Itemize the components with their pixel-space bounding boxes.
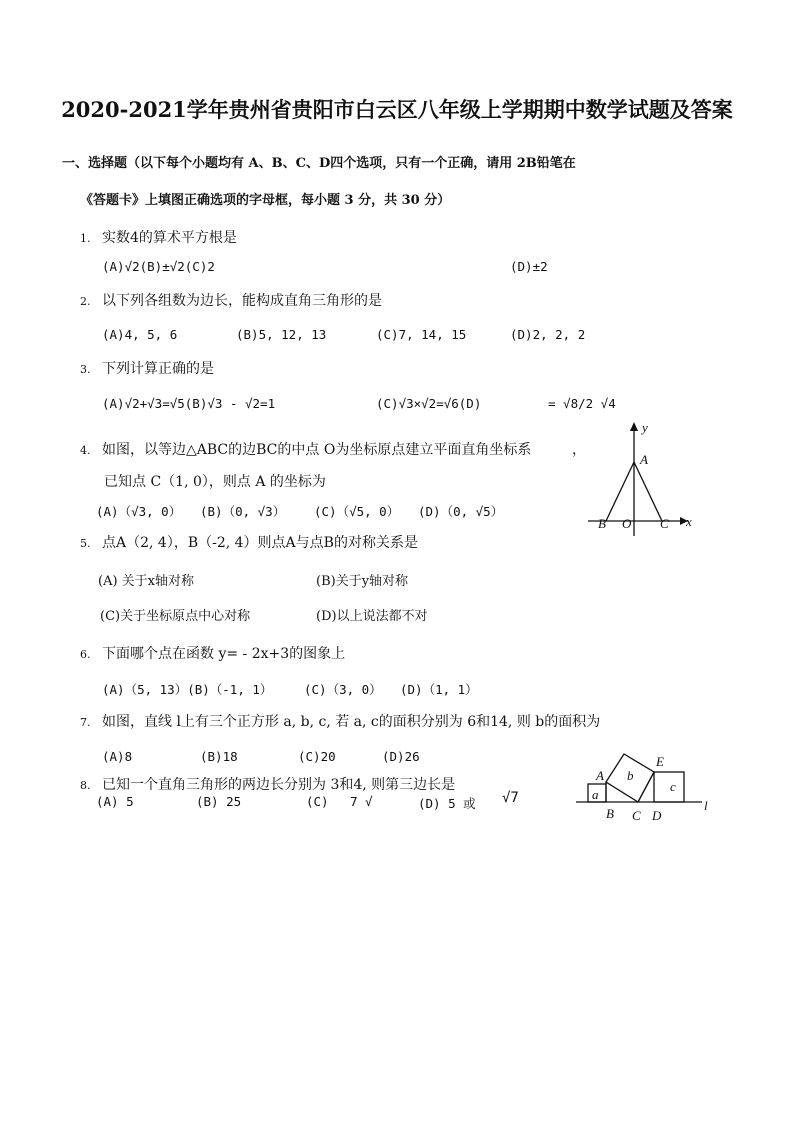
q6-option-c: (C)（3, 0） bbox=[304, 682, 382, 697]
squares-figure bbox=[572, 748, 718, 826]
label-a-square: a bbox=[592, 787, 599, 802]
q5-option-a: (A) 关于x轴对称 bbox=[98, 574, 194, 589]
section-heading-line2: 《答题卡》上填图正确选项的字母框，每小题 3 分，共 30 分） bbox=[80, 193, 451, 208]
q3-option-d-expression: = √8/2 √4 bbox=[548, 396, 616, 411]
q4-trailing-comma: ， bbox=[572, 442, 586, 458]
label-y: y bbox=[642, 420, 648, 435]
q3-option-cd: (C)√3×√2=√6(D) bbox=[376, 396, 482, 411]
question-text: 下面哪个点在函数 y= - 2x+3的图象上 bbox=[102, 646, 346, 662]
label-e: E bbox=[656, 754, 664, 769]
label-x: x bbox=[686, 514, 692, 529]
question-text: 实数4的算术平方根是 bbox=[102, 230, 237, 246]
question-number: 8. bbox=[80, 779, 91, 792]
q5-option-d: (D)以上说法都不对 bbox=[316, 609, 428, 624]
label-c: C bbox=[660, 516, 669, 531]
q7-option-b: (B)18 bbox=[200, 749, 238, 764]
q7-option-a: (A)8 bbox=[102, 749, 133, 764]
q1-option-d: (D)±2 bbox=[510, 259, 548, 274]
question-text: 如图，以等边△ABC的边BC的中点 O为坐标原点建立平面直角坐标系 bbox=[102, 442, 532, 458]
q7-option-d: (D)26 bbox=[382, 749, 420, 764]
question-number: 5. bbox=[80, 537, 91, 550]
q8-option-d: (D) 5 或 bbox=[418, 796, 476, 811]
label-b-upper: B bbox=[606, 806, 614, 821]
question-4 bbox=[80, 439, 531, 459]
question-5 bbox=[80, 532, 418, 552]
q7-option-c: (C)20 bbox=[298, 749, 336, 764]
label-a-upper: A bbox=[596, 768, 604, 783]
question-6 bbox=[80, 643, 345, 663]
q2-option-a: (A)4, 5, 6 bbox=[102, 327, 178, 342]
question-number: 3. bbox=[80, 363, 91, 376]
label-c-upper: C bbox=[632, 808, 641, 823]
q2-option-b: (B)5, 12, 13 bbox=[236, 327, 327, 342]
q4-option-a: (A)（√3, 0） bbox=[96, 504, 182, 519]
question-number: 2. bbox=[80, 295, 91, 308]
question-2 bbox=[80, 290, 382, 310]
question-text: 点A（2, 4），B（-2, 4）则点A与点B的对称关系是 bbox=[102, 535, 418, 551]
question-3 bbox=[80, 358, 214, 378]
q6-option-ab: (A)（5, 13）(B)（-1, 1） bbox=[102, 682, 273, 697]
q4-text-line2: 已知点 C（1, 0），则点 A 的坐标为 bbox=[104, 474, 326, 490]
label-b-square: b bbox=[627, 768, 634, 783]
q4-option-c: (C)（√5, 0） bbox=[314, 504, 400, 519]
question-text: 以下列各组数为边长，能构成直角三角形的是 bbox=[102, 293, 382, 309]
q5-option-c: (C)关于坐标原点中心对称 bbox=[100, 609, 251, 624]
label-d-upper: D bbox=[652, 808, 662, 823]
question-number: 7. bbox=[80, 716, 91, 729]
q1-option-abc: (A)√2(B)±√2(C)2 bbox=[102, 259, 215, 274]
question-text: 下列计算正确的是 bbox=[102, 361, 214, 377]
question-text: 如图，直线 l上有三个正方形 a, b, c, 若 a, c的面积分别为 6和14, 则 b的面积为 bbox=[102, 714, 601, 730]
question-number: 1. bbox=[80, 232, 91, 245]
q6-option-d: (D)（1, 1） bbox=[400, 682, 478, 697]
coordinate-figure bbox=[578, 418, 698, 536]
question-number: 6. bbox=[80, 648, 91, 661]
label-l: l bbox=[704, 798, 708, 813]
question-7 bbox=[80, 711, 600, 731]
q4-option-b: (B)（0, √3） bbox=[200, 504, 286, 519]
question-8 bbox=[80, 774, 455, 794]
q4-option-d: (D)（0, √5） bbox=[418, 504, 504, 519]
question-number: 4. bbox=[80, 444, 91, 457]
label-c-square: c bbox=[670, 779, 676, 794]
label-b: B bbox=[598, 516, 606, 531]
q8-option-a: (A) 5 bbox=[96, 794, 134, 809]
q8-option-d-value: √7 bbox=[502, 790, 519, 806]
q8-option-c-value: 7 √ bbox=[350, 794, 373, 809]
q2-option-d: (D)2, 2, 2 bbox=[510, 327, 586, 342]
q8-option-c: (C) bbox=[306, 794, 329, 809]
question-text: 已知一个直角三角形的两边长分别为 3和4, 则第三边长是 bbox=[102, 777, 456, 793]
q2-option-c: (C)7, 14, 15 bbox=[376, 327, 467, 342]
q3-option-ab: (A)√2+√3=√5(B)√3 - √2=1 bbox=[102, 396, 276, 411]
section-heading-line1: 一、选择题（以下每个小题均有 A、B、C、D四个选项，只有一个正确，请用 2B铅笔在 bbox=[62, 156, 576, 171]
q8-option-b: (B) 25 bbox=[196, 794, 242, 809]
page-title: 2020-2021学年贵州省贵阳市白云区八年级上学期期中数学试题及答案 bbox=[61, 97, 733, 122]
label-o: O bbox=[622, 516, 632, 531]
label-a: A bbox=[640, 452, 648, 467]
q5-option-b: (B)关于y轴对称 bbox=[316, 574, 409, 589]
question-1 bbox=[80, 227, 237, 247]
